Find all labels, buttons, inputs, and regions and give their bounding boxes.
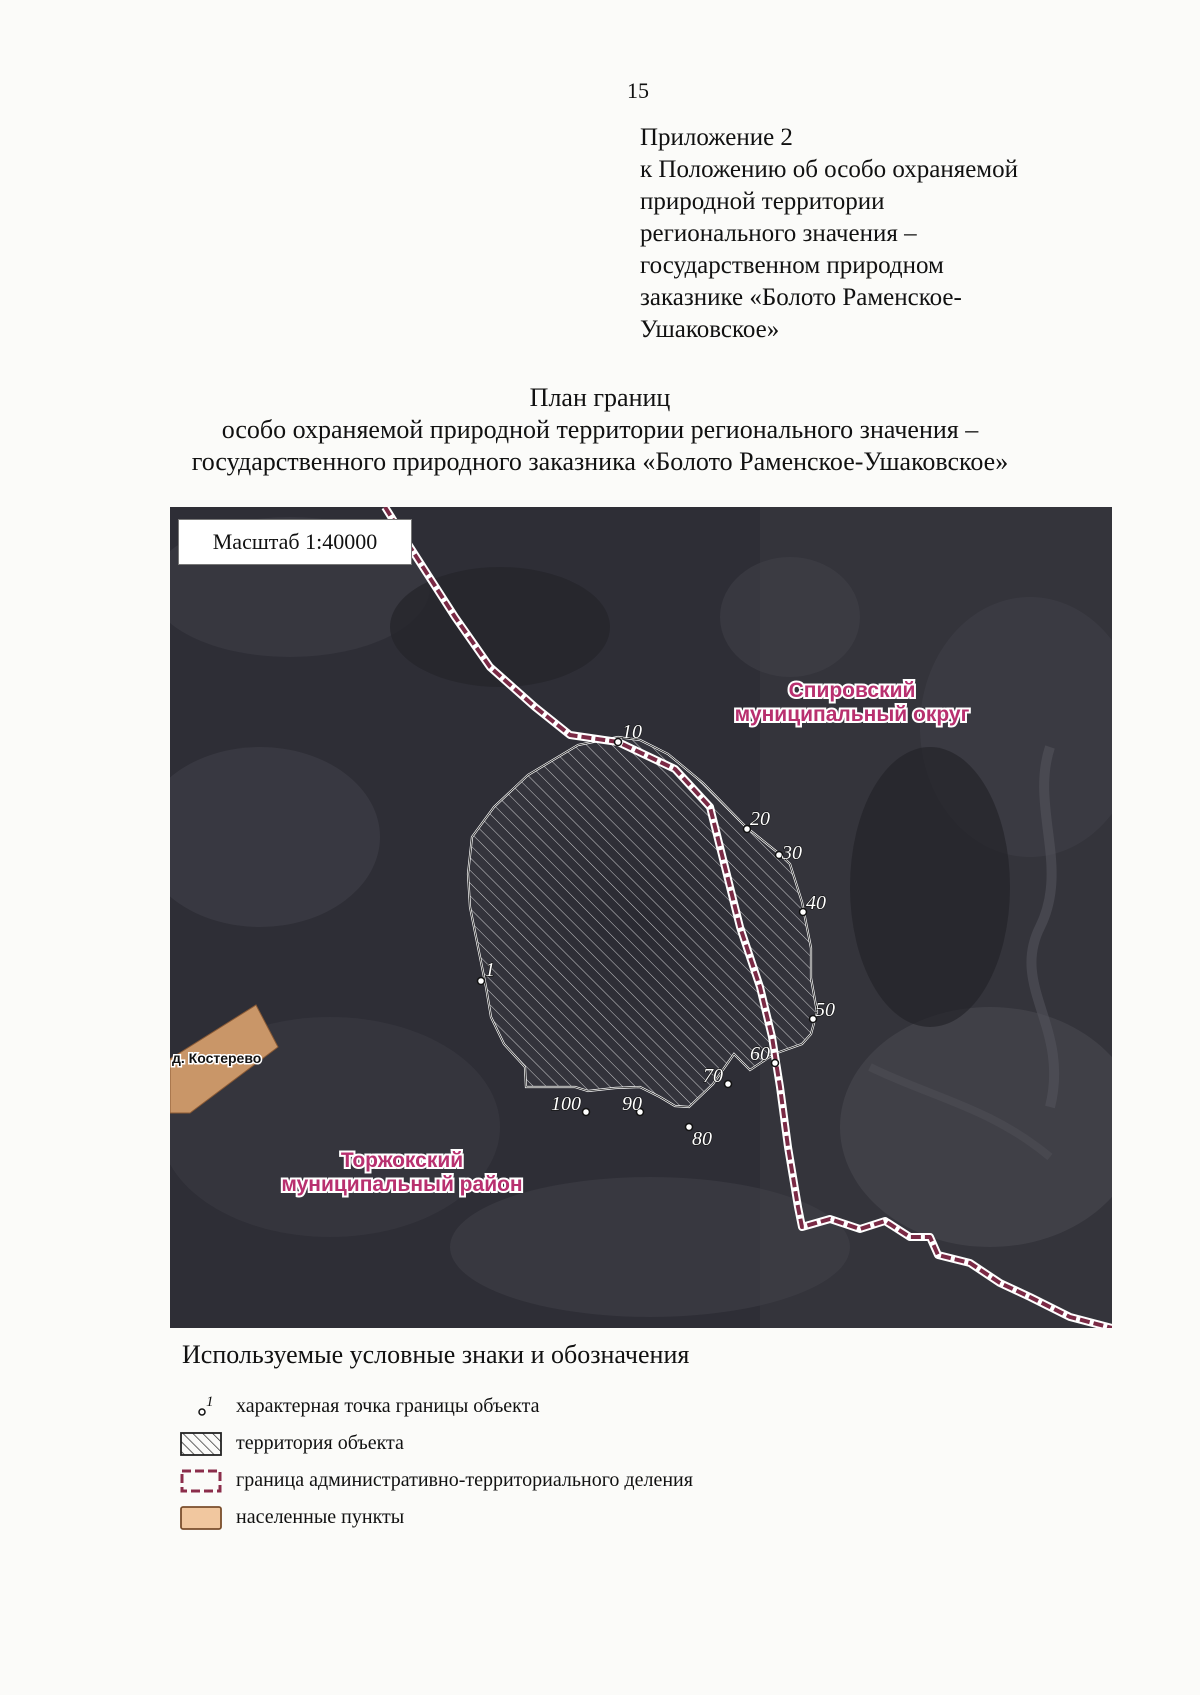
legend-item-label: характерная точка границы объекта [236, 1395, 540, 1417]
legend [180, 1388, 693, 1536]
point-symbol-icon [180, 1394, 224, 1420]
appendix-line: Приложение 2 [640, 124, 793, 151]
page-number: 15 [627, 78, 649, 103]
legend-title: Используемые условные знаки и обозначения [182, 1340, 690, 1369]
appendix-line: государственном природном [640, 252, 944, 279]
boundary-point-label: 40 [806, 892, 826, 914]
boundary-point-label: 80 [692, 1128, 712, 1150]
plan-title [150, 382, 1050, 478]
boundary-symbol-icon [180, 1468, 224, 1494]
boundary-point-label: 70 [703, 1065, 723, 1087]
hatch-symbol-icon [180, 1431, 224, 1457]
legend-item-point [180, 1388, 693, 1425]
district-north-label-line2: муниципальный округ [734, 703, 970, 726]
legend-item-label: граница административно-территориального деления [236, 1469, 693, 1491]
boundary-point-label: 20 [750, 808, 770, 830]
legend-item-label: населенные пункты [236, 1506, 405, 1528]
boundary-point-marker [583, 1109, 590, 1116]
boundary-point-marker [478, 978, 485, 985]
appendix-line: Ушаковское» [640, 316, 780, 343]
boundary-point-label: 50 [815, 999, 835, 1021]
boundary-point-label: 1 [485, 959, 495, 981]
boundary-point-marker [615, 739, 622, 746]
legend-item-label: территория объекта [236, 1432, 404, 1454]
boundary-point-label: 90 [622, 1093, 642, 1115]
boundary-point-label: 30 [782, 842, 802, 864]
legend-item-settlement [180, 1499, 693, 1536]
district-south-label-line1: Торжокский [340, 1149, 464, 1172]
plan-title-line: План границ [529, 383, 671, 412]
district-north-label-line1: Спировский [788, 679, 916, 702]
boundary-point-marker [772, 1060, 779, 1067]
appendix-line: заказнике «Болото Раменское- [640, 284, 962, 311]
settlement-label: д. Костерево [172, 1050, 262, 1066]
legend-item-boundary [180, 1462, 693, 1499]
boundary-point-marker [725, 1081, 732, 1088]
boundary-point-label: 60 [750, 1043, 770, 1065]
scale-label: Масштаб 1:40000 [178, 519, 412, 565]
map [170, 507, 1112, 1328]
boundary-point-label: 100 [551, 1093, 581, 1115]
legend-point-label: 1 [206, 1393, 214, 1410]
map-canvas [170, 507, 1112, 1328]
appendix-line: природной территории [640, 188, 885, 215]
appendix-line: регионального значения – [640, 220, 917, 247]
boundary-point-label: 10 [622, 721, 642, 743]
legend-item-hatch [180, 1425, 693, 1462]
district-south-label-line2: муниципальный район [281, 1173, 523, 1196]
plan-title-line: особо охраняемой природной территории регионального значения – [221, 415, 979, 444]
plan-title-line: государственного природного заказника «Болото Раменское-Ушаковское» [191, 447, 1009, 476]
appendix-header [640, 122, 1110, 346]
settlement-symbol-icon [180, 1505, 224, 1531]
appendix-line: к Положению об особо охраняемой [640, 156, 1019, 183]
